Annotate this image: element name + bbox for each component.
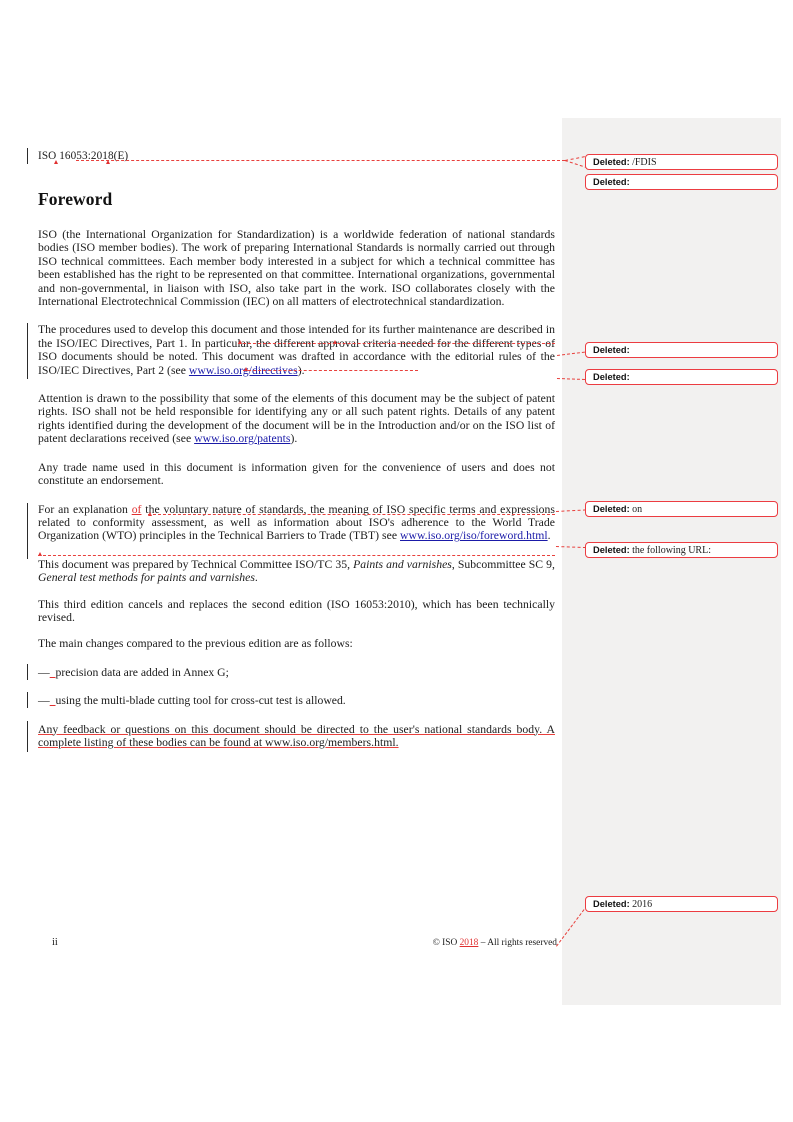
deleted-balloon-value: /FDIS <box>632 157 657 168</box>
change-bar-bullet-1 <box>27 664 28 680</box>
change-bar-wto <box>27 503 28 559</box>
paragraph-main-changes-intro: The main changes compared to the previous edition are as follows: <box>38 637 353 651</box>
paragraph-patent-text-b: ). <box>290 432 298 446</box>
link-iso-foreword[interactable]: www.iso.org/iso/foreword.html <box>400 529 548 543</box>
dash-marker: — <box>38 694 50 708</box>
change-bar-running-head <box>27 148 28 164</box>
deleted-balloon-label: Deleted: <box>593 345 630 355</box>
insertion-caret-icon <box>54 160 58 164</box>
tracked-change-underline <box>243 370 418 371</box>
deleted-balloon-label: Deleted: <box>593 372 630 382</box>
paragraph-wto-text-a: For an explanation <box>38 502 132 516</box>
deleted-balloon-value: the following URL: <box>632 545 711 556</box>
tracked-change-underline <box>238 343 555 344</box>
paragraph-wto-explanation <box>38 503 555 543</box>
page-title: Foreword <box>38 189 113 209</box>
paragraph-edition-replacement: This third edition cancels and replaces the second edition (ISO 16053:2010), which has been technically revised. <box>38 597 555 624</box>
paragraph-feedback-inserted: Any feedback or questions on this document should be directed to the user's national standards body. A complete listing of these bodies can be found at www.iso.org/members.html. <box>38 722 555 749</box>
link-iso-patents[interactable]: www.iso.org/patents <box>194 432 291 446</box>
copyright-year: 2018 <box>459 938 479 948</box>
copyright-prefix: © ISO <box>432 938 460 948</box>
copyright-suffix: – All rights reserved <box>478 938 557 948</box>
committee-title-2: General test methods for paints and varnishes <box>38 571 255 585</box>
paragraph-wto-text-c: . <box>547 529 551 543</box>
paragraph-procedures-text-a: The procedures used to develop this document and those intended for its further maintenance are described in the ISO/IEC Directives, Part 1. In particular, the different approval criteria needed for the different types of ISO documents should be noted. This document was drafted in accordance with the editorial rules of the ISO/IEC Directives, Part 2 (see <box>38 323 555 377</box>
paragraph-committee-text-b: , Subcommittee SC 9, <box>451 557 555 571</box>
paragraph-wto-text-b: the voluntary nature of standards, the meaning of ISO specific terms and expressions related to conformity assessment, as well as information about ISO's adherence to the World Trade Organization (WTO) principles in the Technical Barriers to Trade (TBT) see <box>38 502 555 543</box>
paragraph-patent-rights <box>38 392 555 446</box>
change-bar-feedback <box>27 721 28 752</box>
deleted-balloon-on[interactable] <box>585 501 778 517</box>
deleted-balloon-empty-3[interactable] <box>585 369 778 385</box>
paragraph-iso-description: ISO (the International Organization for Standardization) is a worldwide federation of national standards bodies (ISO member bodies). The work of preparing International Standards is normally carried out through ISO technical committees. Each member body interested in a subject for which a technical committee has been established has the right to be represented on that committee. International organizations, governmental and non-governmental, in liaison with ISO, also take part in the work. ISO collaborates closely with the International Electrotechnical Commission (IEC) on all matters of electrotechnical standardization. <box>38 228 555 309</box>
change-bar-procedures <box>27 323 28 379</box>
committee-title-1: Paints and varnishes <box>353 557 452 571</box>
list-item-multi-blade <box>38 694 555 707</box>
paragraph-trade-name: Any trade name used in this document is information given for the convenience of users and does not constitute an endorsement. <box>38 460 555 488</box>
tracked-change-underline <box>148 514 555 515</box>
paragraph-procedures-text-b: ). <box>297 363 305 377</box>
inserted-text-of: of <box>131 502 142 516</box>
deleted-balloon-label: Deleted: <box>593 177 630 187</box>
tracked-change-underline <box>38 555 555 556</box>
paragraph-procedures <box>38 323 555 377</box>
deleted-balloon-value: on <box>632 504 643 515</box>
deleted-balloon-empty-2[interactable] <box>585 342 778 358</box>
markup-balloon-pane <box>562 118 781 1005</box>
deleted-balloon-label: Deleted: <box>593 545 630 555</box>
list-item-precision-data <box>38 666 555 679</box>
paragraph-committee <box>38 558 555 585</box>
deleted-balloon-label: Deleted: <box>593 157 630 167</box>
link-iso-directives[interactable]: www.iso.org/directives <box>188 363 298 377</box>
dash-marker: — <box>38 665 50 679</box>
deleted-balloon-following-url[interactable] <box>585 542 778 558</box>
paragraph-committee-text-a: This document was prepared by Technical Committee ISO/TC 35, <box>38 557 354 571</box>
deleted-balloon-fdis[interactable] <box>585 154 778 170</box>
deleted-balloon-label: Deleted: <box>593 504 630 514</box>
deleted-balloon-label: Deleted: <box>593 899 630 909</box>
running-head: ISO 16053:2018(E) <box>38 150 129 162</box>
deleted-balloon-2016[interactable] <box>585 896 778 912</box>
paragraph-patent-text-a: Attention is drawn to the possibility that some of the elements of this document may be the subject of patent rights. ISO shall not be held responsible for identifying any or all such patent rights. Details of any patent rights identified during the development of the document will be in the Introduction and/or on the ISO list of patent declarations received (see <box>38 392 555 446</box>
change-bar-bullet-2 <box>27 692 28 708</box>
document-text-column <box>38 150 555 749</box>
page-number: ii <box>52 937 58 948</box>
leader-line-running-head <box>76 160 565 161</box>
list-item-multi-blade-label: using the multi-blade cutting tool for cross-cut test is allowed. <box>55 694 346 708</box>
deleted-balloon-value: 2016 <box>632 899 653 910</box>
list-item-precision-data-label: precision data are added in Annex G; <box>55 665 229 679</box>
paragraph-committee-text-c: . <box>254 571 258 585</box>
deleted-balloon-empty-1[interactable] <box>585 174 778 190</box>
copyright-notice <box>433 938 557 948</box>
